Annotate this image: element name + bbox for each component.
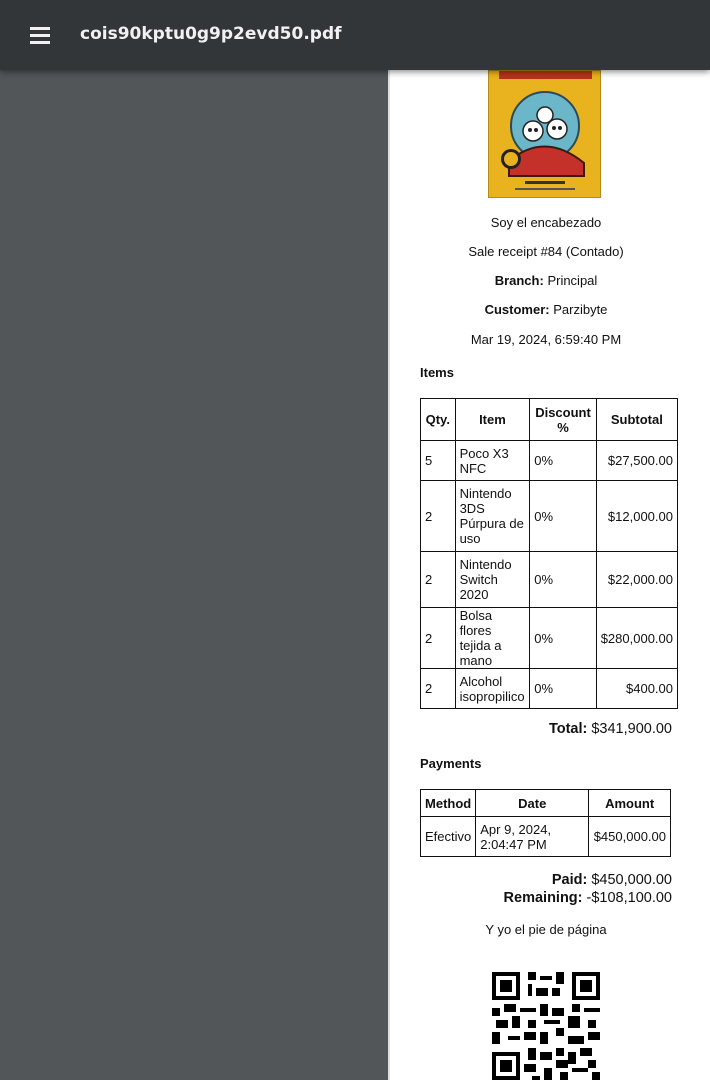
payments-header-row [421, 790, 671, 817]
total-label: Total: [548, 721, 588, 737]
table-row [421, 817, 671, 857]
customer-label: Customer: [484, 302, 550, 317]
remaining-line [504, 890, 672, 906]
paid-line [552, 872, 672, 888]
table-row [421, 669, 678, 709]
col-item: Item [455, 399, 530, 441]
items-heading: Items [420, 365, 454, 380]
receipt-footer-text: Y yo el pie de página [485, 922, 607, 937]
paid-value: $450,000.00 [591, 872, 672, 888]
table-row [421, 441, 678, 481]
col-subtotal: Subtotal [596, 399, 677, 441]
pdf-page [388, 70, 710, 1080]
paid-label: Paid: [551, 872, 588, 888]
item-name: Nintendo 3DS Púrpura de uso [455, 481, 530, 552]
payments-heading: Payments [420, 756, 482, 771]
item-qty: 2 [421, 669, 456, 709]
table-row [421, 608, 678, 669]
col-qty: Qty. [421, 399, 456, 441]
col-amount: Amount [589, 790, 671, 817]
pdf-toolbar [0, 0, 710, 70]
item-subtotal: $12,000.00 [596, 481, 677, 552]
items-table [420, 398, 678, 709]
item-qty: 2 [421, 552, 456, 608]
receipt-date: Mar 19, 2024, 6:59:40 PM [470, 332, 622, 347]
item-name: Poco X3 NFC [455, 441, 530, 481]
item-subtotal: $280,000.00 [596, 608, 677, 669]
branch-line [388, 273, 704, 288]
items-header-row [421, 399, 678, 441]
payments-table [420, 789, 671, 857]
customer-line [388, 302, 704, 317]
item-discount: 0% [530, 441, 596, 481]
remaining-label: Remaining: [503, 890, 583, 906]
total-value: $341,900.00 [591, 721, 672, 737]
item-name: Bolsa flores tejida a mano [455, 608, 530, 669]
branch-label: Branch: [494, 273, 544, 288]
pdf-viewer[interactable] [0, 70, 710, 1080]
table-row [421, 481, 678, 552]
document-title: cois90kptu0g9p2evd50.pdf [80, 24, 342, 44]
remaining-value: -$108,100.00 [586, 890, 672, 906]
table-row [421, 552, 678, 608]
customer-value: Parzibyte [553, 302, 608, 317]
col-discount: Discount % [530, 399, 596, 441]
qr-code [492, 972, 600, 1080]
item-qty: 5 [421, 441, 456, 481]
item-discount: 0% [530, 552, 596, 608]
payment-date: Apr 9, 2024, 2:04:47 PM [476, 817, 589, 857]
receipt-title: Sale receipt #84 (Contado) [468, 244, 624, 259]
payment-amount: $450,000.00 [589, 817, 671, 857]
col-method: Method [421, 790, 476, 817]
item-subtotal: $400.00 [596, 669, 677, 709]
item-discount: 0% [530, 669, 596, 709]
branch-value: Principal [547, 273, 598, 288]
col-date: Date [476, 790, 589, 817]
item-discount: 0% [530, 608, 596, 669]
item-subtotal: $22,000.00 [596, 552, 677, 608]
item-subtotal: $27,500.00 [596, 441, 677, 481]
item-name: Nintendo Switch 2020 [455, 552, 530, 608]
payment-method: Efectivo [421, 817, 476, 857]
item-qty: 2 [421, 608, 456, 669]
item-qty: 2 [421, 481, 456, 552]
item-discount: 0% [530, 481, 596, 552]
menu-icon[interactable] [22, 20, 58, 50]
receipt-header-text: Soy el encabezado [490, 215, 602, 230]
total-line [549, 721, 672, 737]
item-name: Alcohol isopropilico [455, 669, 530, 709]
book-cover-image [488, 70, 601, 198]
